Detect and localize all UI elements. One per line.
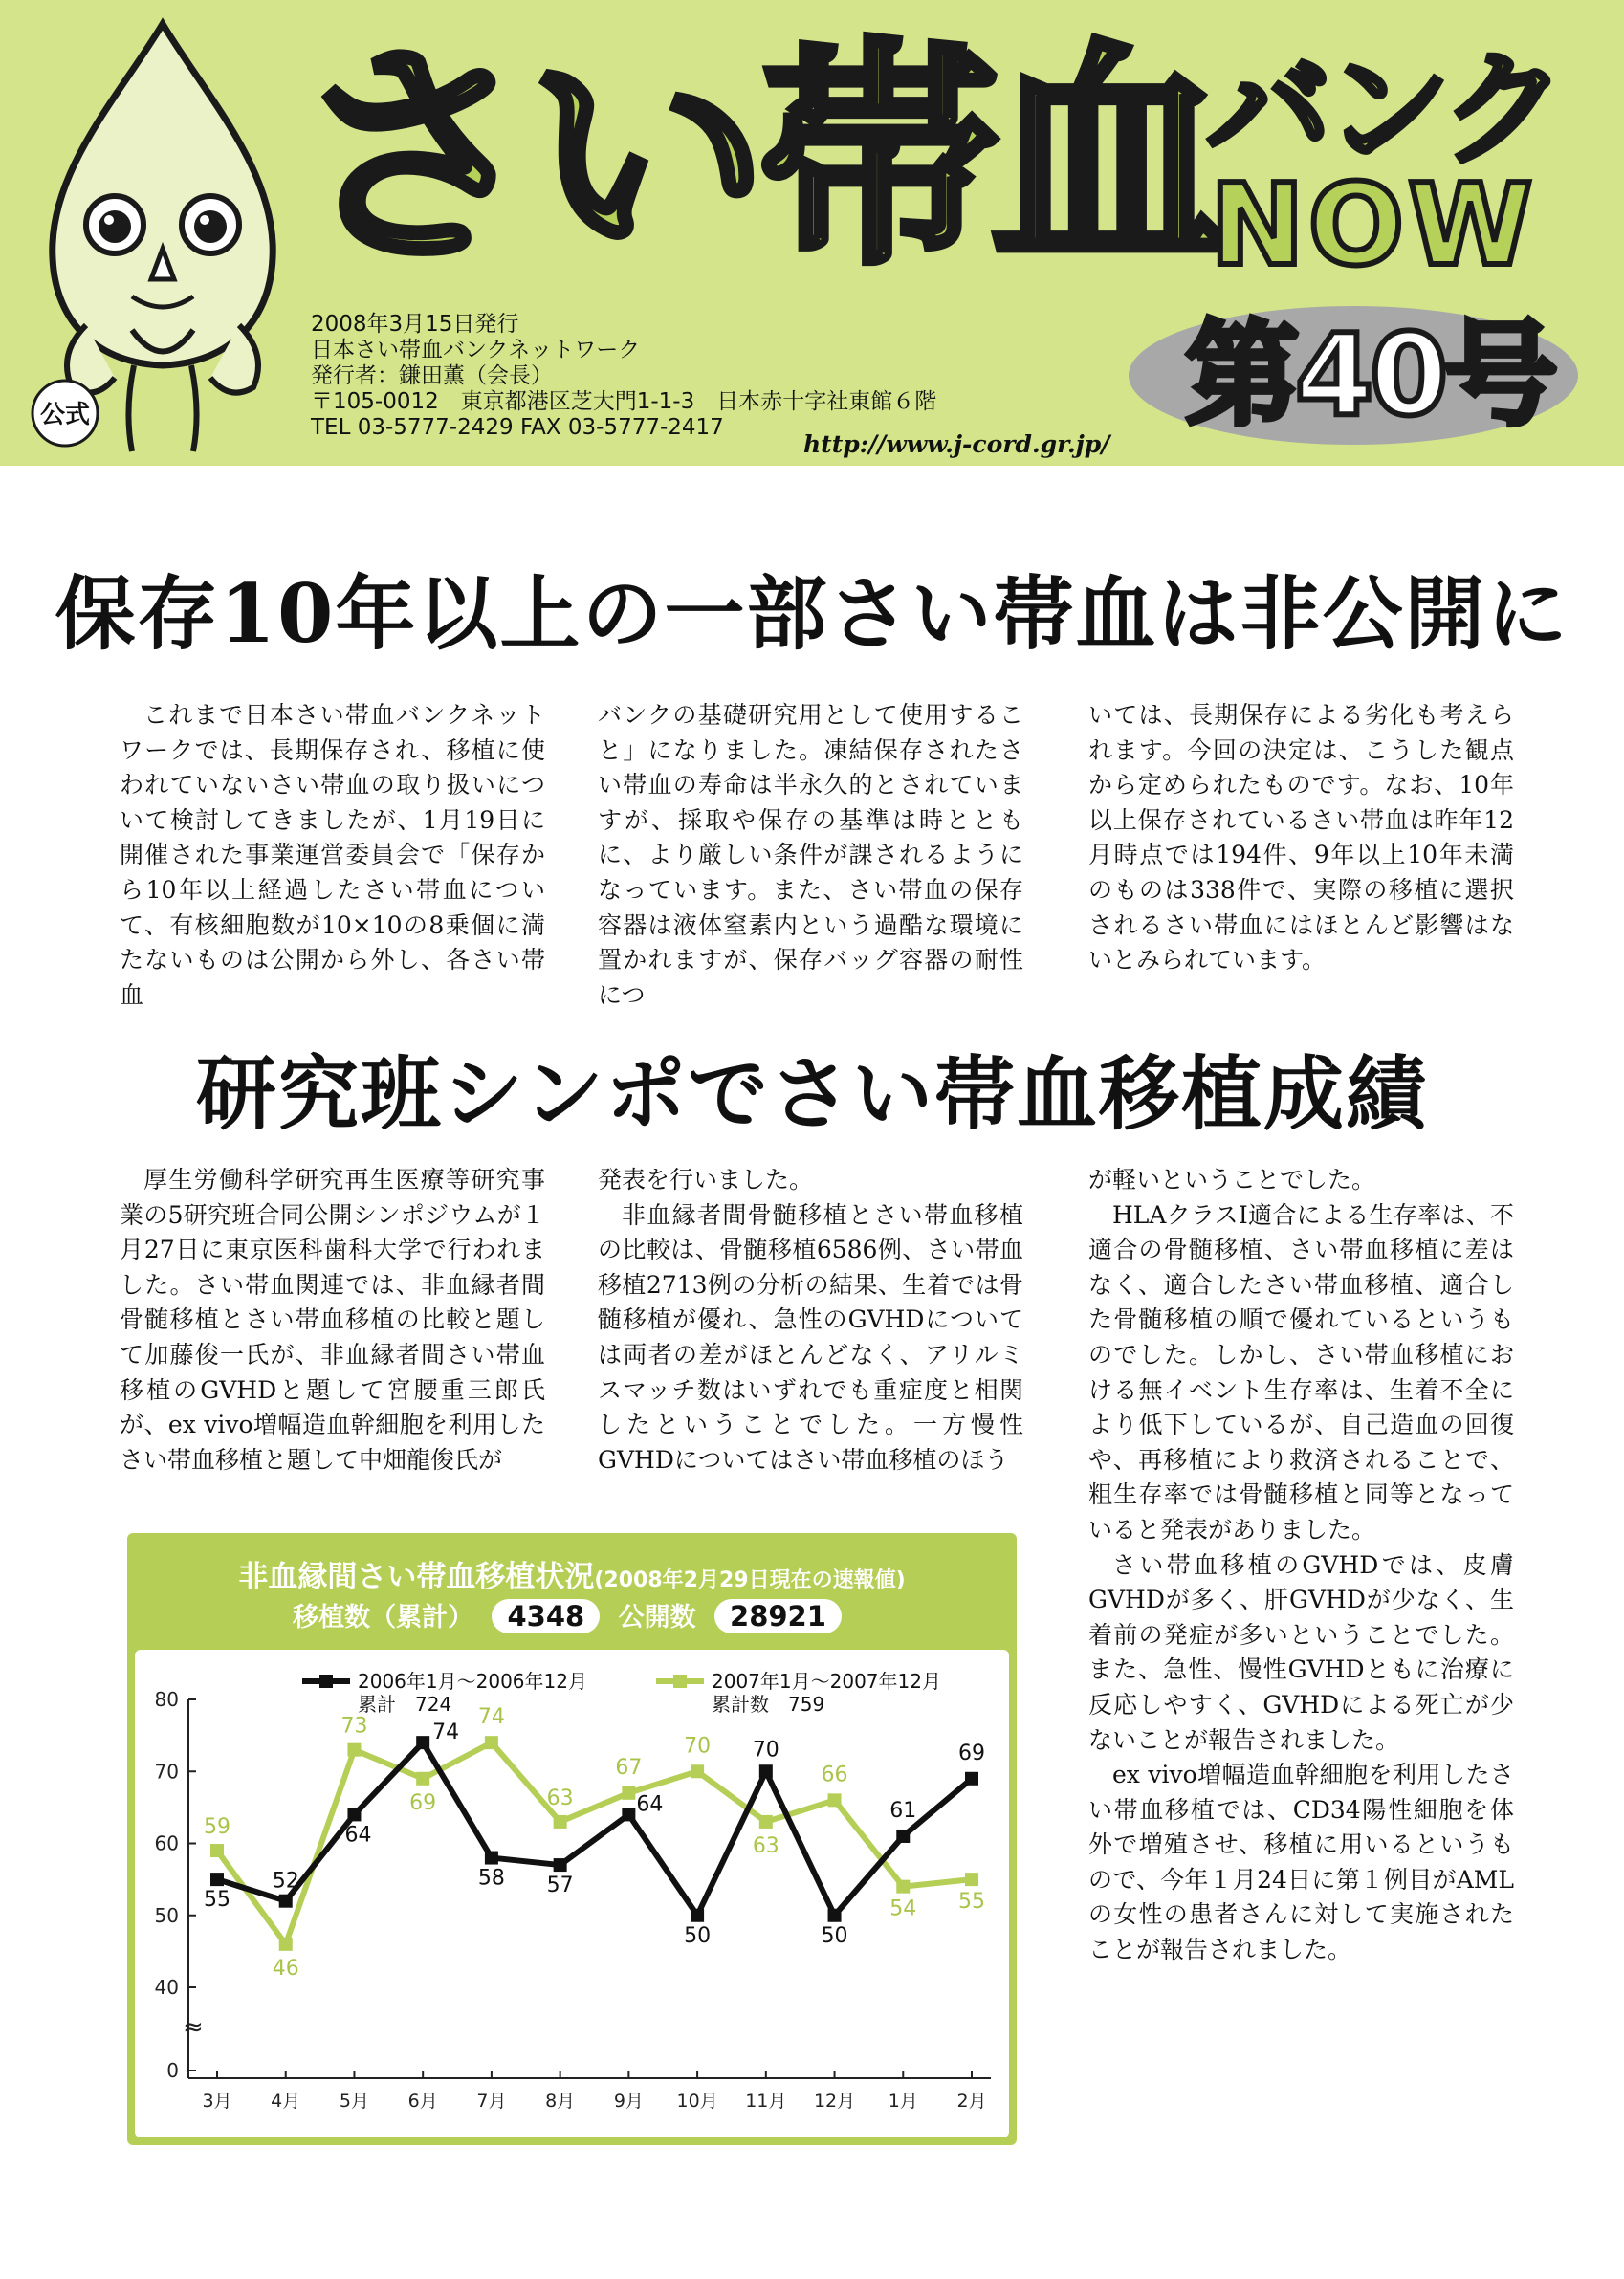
article1-headline: 保存10年以上の一部さい帯血は非公開に <box>55 566 1569 661</box>
data-point <box>691 1909 704 1922</box>
data-point <box>828 1793 842 1807</box>
public-count: 28921 <box>714 1599 842 1633</box>
y-tick-label: 40 <box>154 1976 179 1999</box>
legend-marker-2 <box>673 1675 687 1688</box>
data-label: 58 <box>477 1866 505 1891</box>
data-label: 69 <box>409 1790 437 1815</box>
data-point <box>691 1764 704 1778</box>
chart-area <box>135 1650 1009 2137</box>
data-label: 55 <box>204 1888 230 1913</box>
article2-col2-text: 非血縁者間骨髄移植とさい帯血移植の比較は、骨髄移植6586例、さい帯血移植2713例の分析の結果、生着では骨髄移植が優れ、急性のGVHDについては両者の差がほとんどなく、アリルミスマッチ数はいずれでも重症度と相関したということでした。一方慢性GVHDについてはさい帯血移植のほう <box>598 1200 1023 1474</box>
x-tick-label: 6月 <box>407 2091 438 2112</box>
x-tick-label: 1月 <box>888 2091 918 2112</box>
article1-col3-text: いては、長期保存による劣化も考えられます。今回の決定は、こうした観点から定められたものです。なお、10年以上保存されているさい帯血は昨年12月時点では194件、9年以上10年未満のものは338件で、実際の移植に選択されるさい帯血にはほとんど影響はないとみられています。 <box>1088 701 1514 975</box>
x-tick-label: 11月 <box>745 2091 787 2112</box>
address: 〒105-0012 東京都港区芝大門1-1-3 日本赤十字社東館６階 <box>311 389 937 414</box>
article2-col3-paragraph-exvivo: ex vivo増幅造血幹細胞を利用したさい帯血移植では、CD34陽性細胞を体外で増殖させ、移植に用いるというもので、今年１月24日に第１例目がAMLの女性の患者さんに対して実施されたことが報告されました。 <box>1088 1761 1514 1964</box>
legend-series-name: 2007年1月～2007年12月 <box>712 1670 941 1693</box>
data-label: 73 <box>340 1714 368 1739</box>
y-tick-label: 0 <box>166 2059 179 2082</box>
data-point <box>965 1873 978 1886</box>
article1-column-2 <box>598 698 1023 1013</box>
data-label: 59 <box>204 1815 230 1840</box>
article2-col3-paragraph-gvhd: さい帯血移植のGVHDでは、皮膚GVHDが多く、肝GVHDが少なく、生着前の発症が多いということでした。また、急性、慢性GVHDともに治療に反応しやすく、GVHDによる死亡が少ないことが報告されました。 <box>1088 1550 1514 1754</box>
data-point <box>554 1858 567 1872</box>
data-label: 61 <box>889 1798 917 1823</box>
data-label: 50 <box>684 1923 712 1948</box>
phone-fax: TEL 03-5777-2429 FAX 03-5777-2417 <box>311 415 724 440</box>
data-label: 74 <box>432 1720 460 1745</box>
legend-series-total: 累計数 759 <box>712 1693 825 1716</box>
x-tick-label: 10月 <box>676 2091 718 2112</box>
line-chart <box>135 1650 1009 2137</box>
y-tick-label: 80 <box>154 1688 179 1711</box>
chart-title: 非血縁間さい帯血移植状況 <box>238 1560 595 1594</box>
article2-col3-lead: が軽いということでした。 <box>1088 1166 1376 1194</box>
data-point <box>279 1895 293 1908</box>
publisher: 発行者：鎌田薫（会長） <box>311 363 553 388</box>
data-label: 46 <box>272 1956 299 1981</box>
data-label: 54 <box>889 1896 917 1921</box>
data-point <box>896 1830 910 1843</box>
issue-number: 第40号 <box>1186 309 1554 441</box>
y-tick-label: 50 <box>154 1903 179 1927</box>
x-tick-label: 7月 <box>476 2091 507 2112</box>
data-label: 50 <box>821 1923 848 1948</box>
y-tick-label: 60 <box>154 1831 179 1855</box>
data-point <box>347 1743 361 1757</box>
data-point <box>416 1736 429 1749</box>
x-tick-label: 12月 <box>813 2091 856 2112</box>
public-label: 公開数 <box>618 1603 696 1633</box>
article1-column-3 <box>1088 698 1514 978</box>
article2-col1-text: 厚生労働科学研究再生医療等研究事業の5研究班合同公開シンポジウムが１月27日に東京医科歯科大学で行われました。さい帯血関連では、非血縁者間骨髄移植とさい帯血移植の比較と題して加藤俊一氏が、非血縁者間さい帯血移植のGVHDと題して宮腰重三郎氏が、ex vivo増幅造血幹細胞を利用したさい帯血移植と題して中畑龍俊氏が <box>120 1166 545 1474</box>
data-point <box>279 1938 293 1951</box>
axis-break-mark: ≈ <box>183 2013 204 2042</box>
data-label: 57 <box>546 1874 574 1898</box>
data-point <box>210 1873 224 1886</box>
x-tick-label: 8月 <box>545 2091 576 2112</box>
data-label: 64 <box>636 1792 664 1817</box>
official-badge-text: 公式 <box>39 401 91 429</box>
logo-now: NOW <box>1210 159 1537 291</box>
article2-column-1 <box>120 1163 545 1478</box>
article1-col1-text: これまで日本さい帯血バンクネットワークでは、長期保存され、移植に使われていないさい帯血の取り扱いについて検討してきましたが、1月19日に開催された事業運営委員会で「保存から10年以上経過したさい帯血について、有核細胞数が10×10の8乗個に満たないものは公開から外し、各さい帯血 <box>120 701 545 1009</box>
data-label: 69 <box>958 1741 985 1765</box>
publication-info <box>311 312 936 441</box>
data-label: 63 <box>752 1833 779 1858</box>
x-tick-label: 4月 <box>271 2091 301 2112</box>
logo-title: さい帯血 <box>296 18 1222 296</box>
data-point <box>485 1736 498 1749</box>
data-label: 52 <box>272 1869 299 1894</box>
data-point <box>347 1808 361 1821</box>
transplant-chart-panel <box>127 1533 1017 2145</box>
data-point <box>896 1880 910 1894</box>
chart-panel-title <box>127 1552 1017 1595</box>
data-point <box>622 1808 635 1821</box>
data-point <box>554 1815 567 1829</box>
x-tick-label: 2月 <box>956 2091 987 2112</box>
logo-bank: バンク <box>1207 37 1561 183</box>
data-point <box>759 1764 773 1778</box>
organization-name: 日本さい帯血バンクネットワーク <box>311 338 641 362</box>
data-label: 66 <box>821 1763 848 1787</box>
article2-col2-lead: 発表を行いました。 <box>598 1166 814 1194</box>
data-label: 64 <box>344 1823 372 1848</box>
article2-col3-paragraph-hla: HLAクラスⅠ適合による生存率は、不適合の骨髄移植、さい帯血移植に差はなく、適合したさい帯血移植、適合した骨髄移植の順で優れているというものでした。しかし、さい帯血移植における無イベント生存率は、生着不全により低下しているが、自己造血の回復や、再移植により救済されることで、粗生存率では骨髄移植と同等となっていると発表がありました。 <box>1088 1200 1514 1544</box>
article2-column-2 <box>598 1163 1023 1478</box>
y-tick-label: 70 <box>154 1760 179 1784</box>
legend-series-total: 累計 724 <box>358 1693 452 1716</box>
mascot-illustration <box>19 10 306 459</box>
x-tick-label: 5月 <box>339 2091 370 2112</box>
article1-col2-text: バンクの基礎研究用として使用すること」になりました。凍結保存されたさい帯血の寿命は半永久的とされていますが、採取や保存の基準は時とともに、より厳しい条件が課されるようになっています。また、さい帯血の保存容器は液体窒素内という過酷な環境に置かれますが、保存バッグ容器の耐性につ <box>598 701 1023 1009</box>
masthead <box>0 0 1624 466</box>
data-label: 74 <box>477 1705 505 1730</box>
transplants-count: 4348 <box>492 1599 600 1633</box>
article1-column-1 <box>120 698 545 1013</box>
chart-subtitle: (2008年2月29日現在の速報値) <box>594 1568 906 1592</box>
data-point <box>622 1786 635 1800</box>
x-tick-label: 3月 <box>202 2091 232 2112</box>
legend-marker-1 <box>319 1675 333 1688</box>
data-point <box>485 1852 498 1865</box>
data-label: 70 <box>752 1738 779 1763</box>
publish-date: 2008年3月15日発行 <box>311 312 519 337</box>
data-label: 63 <box>546 1786 574 1810</box>
data-point <box>416 1772 429 1786</box>
chart-stats <box>127 1596 1017 1633</box>
x-tick-label: 9月 <box>613 2091 644 2112</box>
data-point <box>828 1909 842 1922</box>
data-label: 70 <box>684 1734 712 1759</box>
data-point <box>965 1772 978 1786</box>
data-point <box>759 1815 773 1829</box>
website-link[interactable]: http://www.j-cord.gr.jp/ <box>803 430 1110 458</box>
data-point <box>210 1844 224 1857</box>
legend-series-name: 2006年1月～2006年12月 <box>358 1670 587 1693</box>
transplants-label: 移植数（累計） <box>293 1603 474 1633</box>
article2-headline: 研究班シンポでさい帯血移植成績 <box>196 1046 1428 1141</box>
article2-column-3 <box>1088 1163 1514 1968</box>
data-label: 55 <box>958 1890 985 1915</box>
data-label: 67 <box>615 1755 643 1780</box>
